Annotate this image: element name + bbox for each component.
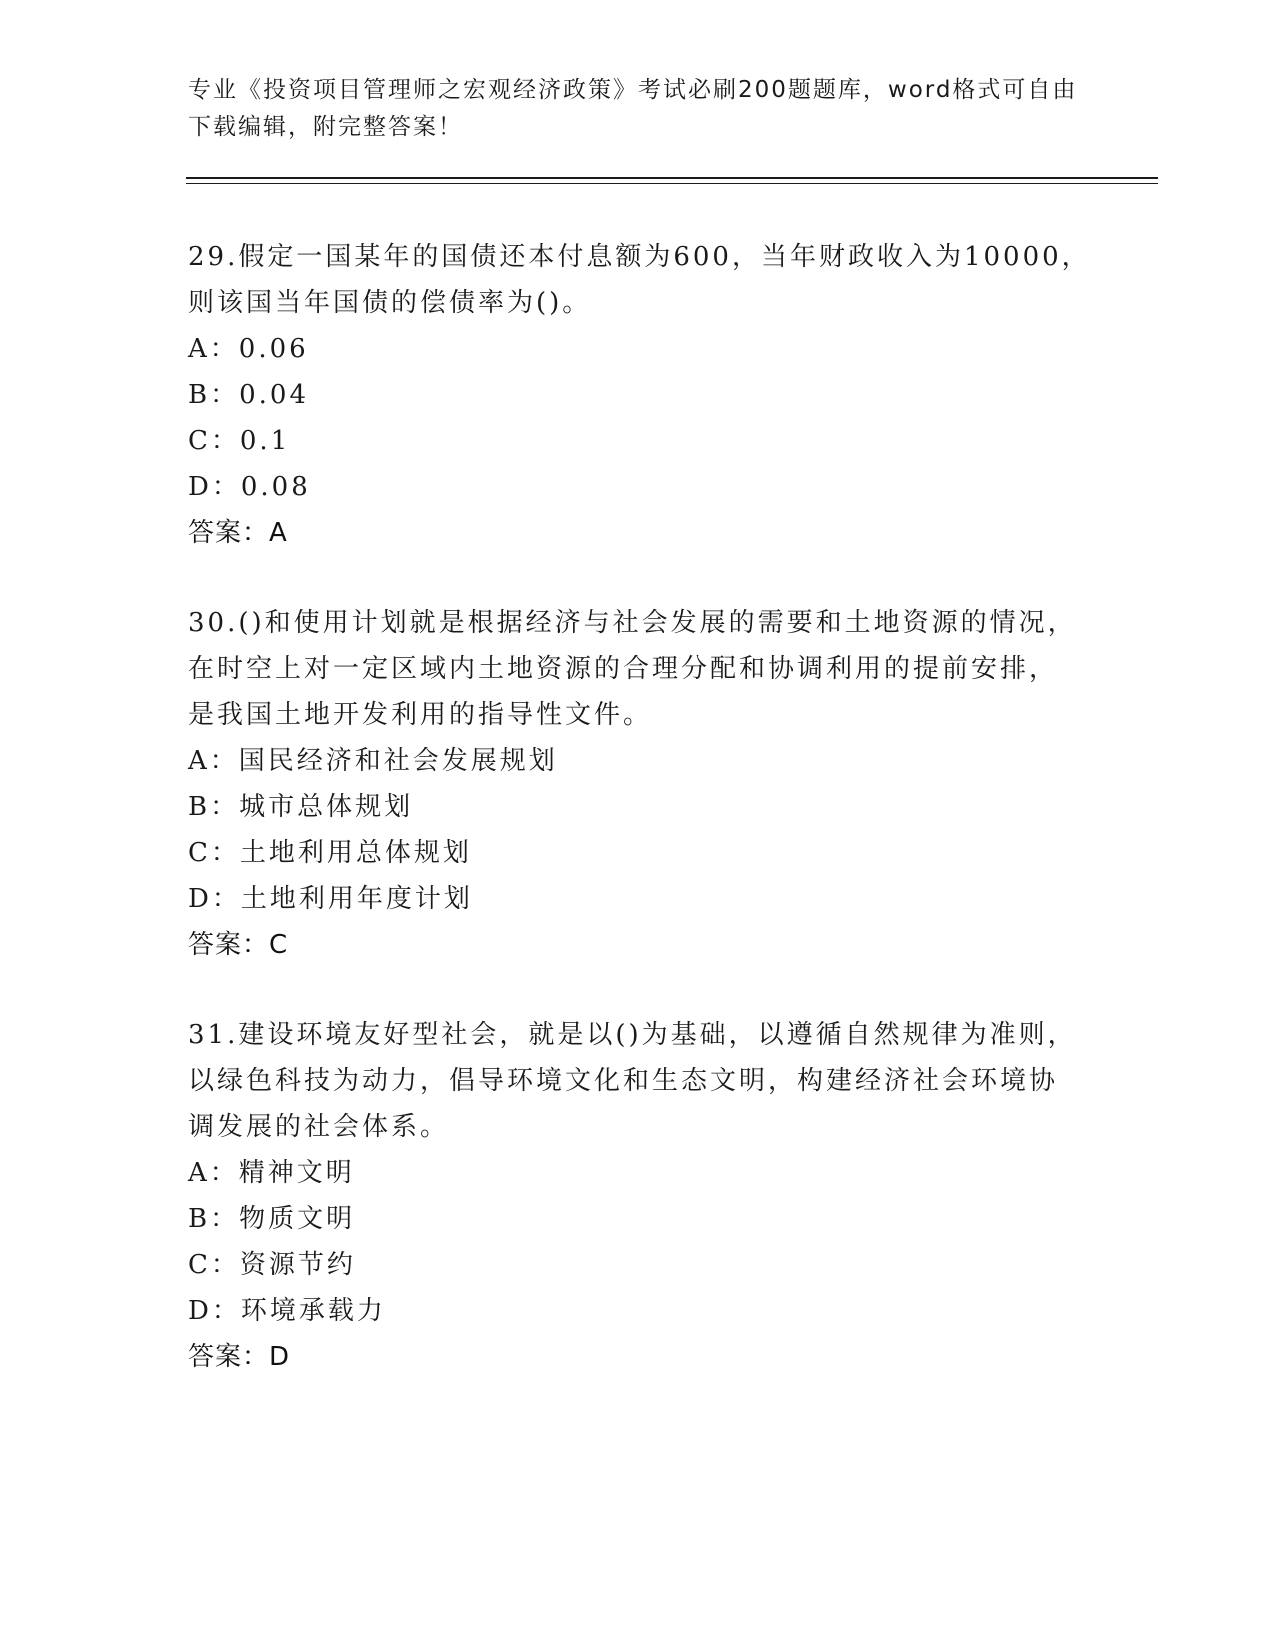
option-b: B：物质文明: [188, 1204, 356, 1234]
question-text-line: 在时空上对一定区域内土地资源的合理分配和协调利用的提前安排，: [188, 654, 1059, 684]
header-line-2: 下载编辑，附完整答案！: [188, 114, 463, 140]
question-text-line: 调发展的社会体系。: [188, 1112, 450, 1142]
answer-label: 答案：D: [188, 1342, 291, 1372]
option-a: A：0.06: [188, 334, 309, 364]
option-c: C：资源节约: [188, 1250, 356, 1280]
option-d: D：环境承载力: [188, 1296, 386, 1326]
question-29: [188, 234, 1091, 556]
option-b: B：城市总体规划: [188, 792, 414, 822]
document-header: [188, 72, 1078, 146]
question-text-line: 31.建设环境友好型社会，就是以()为基础，以遵循自然规律为准则，: [188, 1020, 1077, 1050]
option-c: C：土地利用总体规划: [188, 838, 472, 868]
option-c: C：0.1: [188, 426, 291, 456]
question-text-line: 29.假定一国某年的国债还本付息额为600，当年财政收入为10000，: [188, 242, 1091, 272]
question-text-line: 30.()和使用计划就是根据经济与社会发展的需要和土地资源的情况，: [188, 608, 1077, 638]
question-text-line: 以绿色科技为动力，倡导环境文化和生态文明，构建经济社会环境协: [188, 1066, 1059, 1096]
question-30: [188, 600, 1088, 968]
option-a: A：国民经济和社会发展规划: [188, 746, 558, 776]
option-a: A：精神文明: [188, 1158, 355, 1188]
option-d: D：土地利用年度计划: [188, 884, 473, 914]
option-d: D：0.08: [188, 472, 311, 502]
option-b: B：0.04: [188, 380, 309, 410]
header-divider-thin: [186, 183, 1158, 184]
answer-label: 答案：A: [188, 518, 288, 548]
question-text-line: 是我国土地开发利用的指导性文件。: [188, 700, 653, 730]
header-divider-thick: [186, 177, 1158, 179]
answer-label: 答案：C: [188, 930, 289, 960]
question-31: [188, 1012, 1088, 1380]
header-line-1: 专业《投资项目管理师之宏观经济政策》考试必刷200题题库，word格式可自由: [188, 77, 1078, 103]
question-text-line: 则该国当年国债的偿债率为()。: [188, 288, 592, 318]
